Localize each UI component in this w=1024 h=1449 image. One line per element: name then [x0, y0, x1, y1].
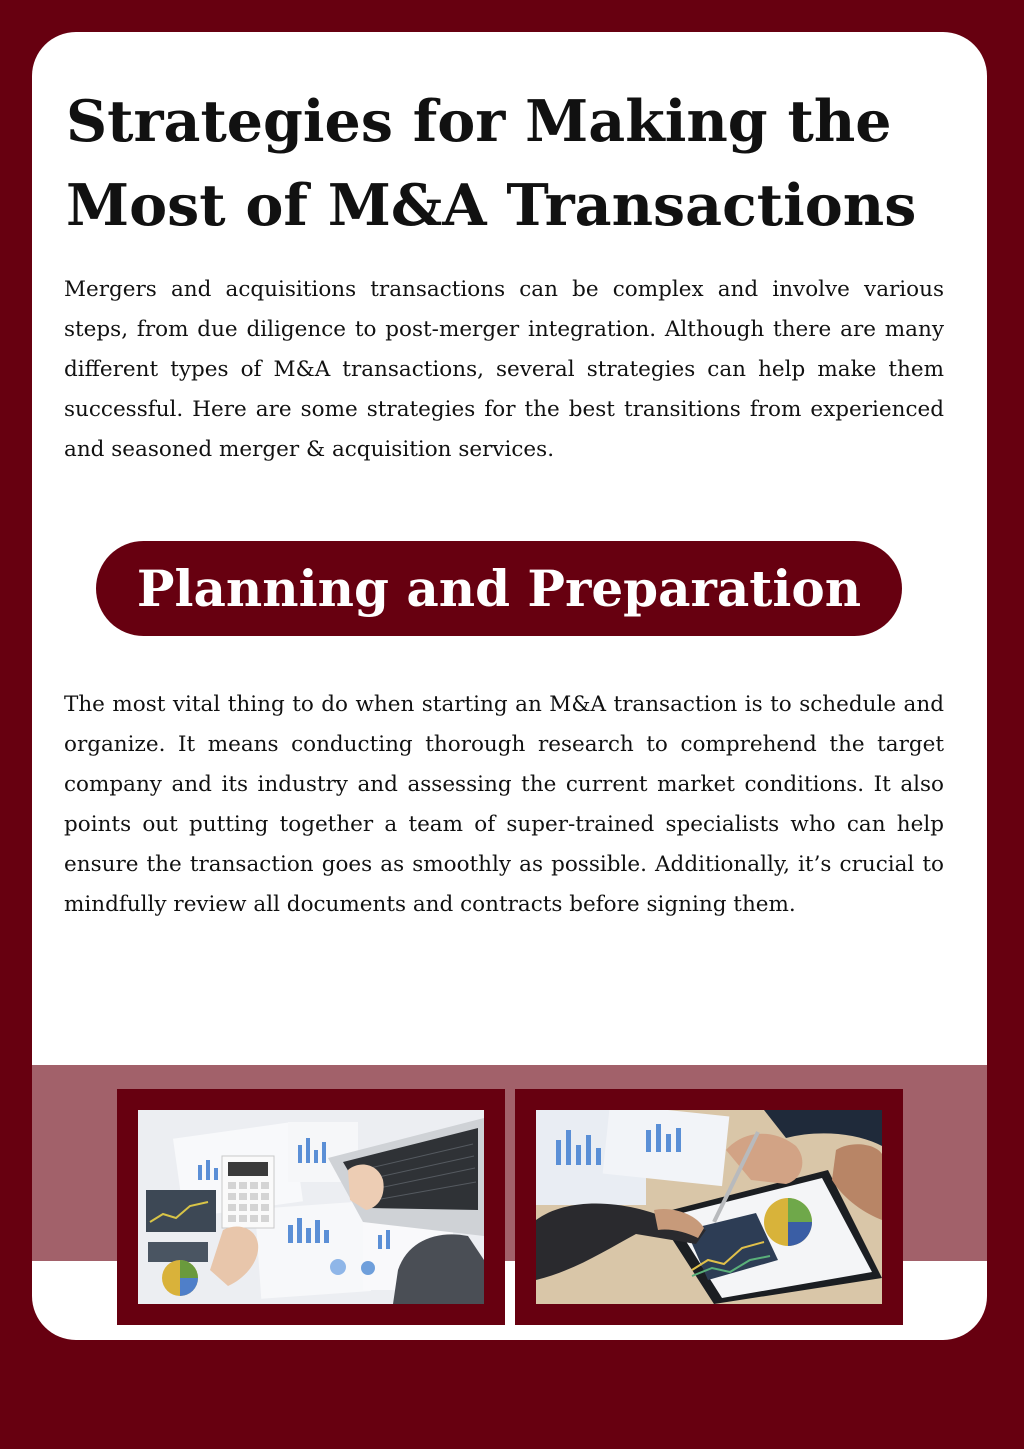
intro-paragraph: Mergers and acquisitions transactions can be complex and involve various steps, from due diligence to post-merger integration. Although there are many different types of M&A transactions, several strategies can help make them successful. Here are some strategies for the best transitions from experienced and seasoned merger & acquisition services.	[64, 277, 944, 462]
tablet-chart-pen-discussion-photo	[536, 1110, 882, 1304]
photo-frame-right	[515, 1089, 903, 1325]
page-title: Strategies for Making the Most of M&A Transactions	[66, 88, 917, 239]
desk-charts-laptop-calculator-photo	[138, 1110, 484, 1304]
content-card	[32, 32, 987, 1340]
section-heading: Planning and Preparation	[136, 559, 862, 618]
section-heading-pill	[96, 541, 902, 636]
photo-frame-left	[117, 1089, 505, 1325]
section-paragraph: The most vital thing to do when starting an M&A transaction is to schedule and organize. It means conducting thorough research to comprehend the target company and its industry and assessing the current market conditions. It also points out putting together a team of super-trained specialists who can help ensure the transaction goes as smoothly as possible. Additionally, it’s crucial to mindfully review all documents and contracts before signing them.	[64, 692, 944, 917]
